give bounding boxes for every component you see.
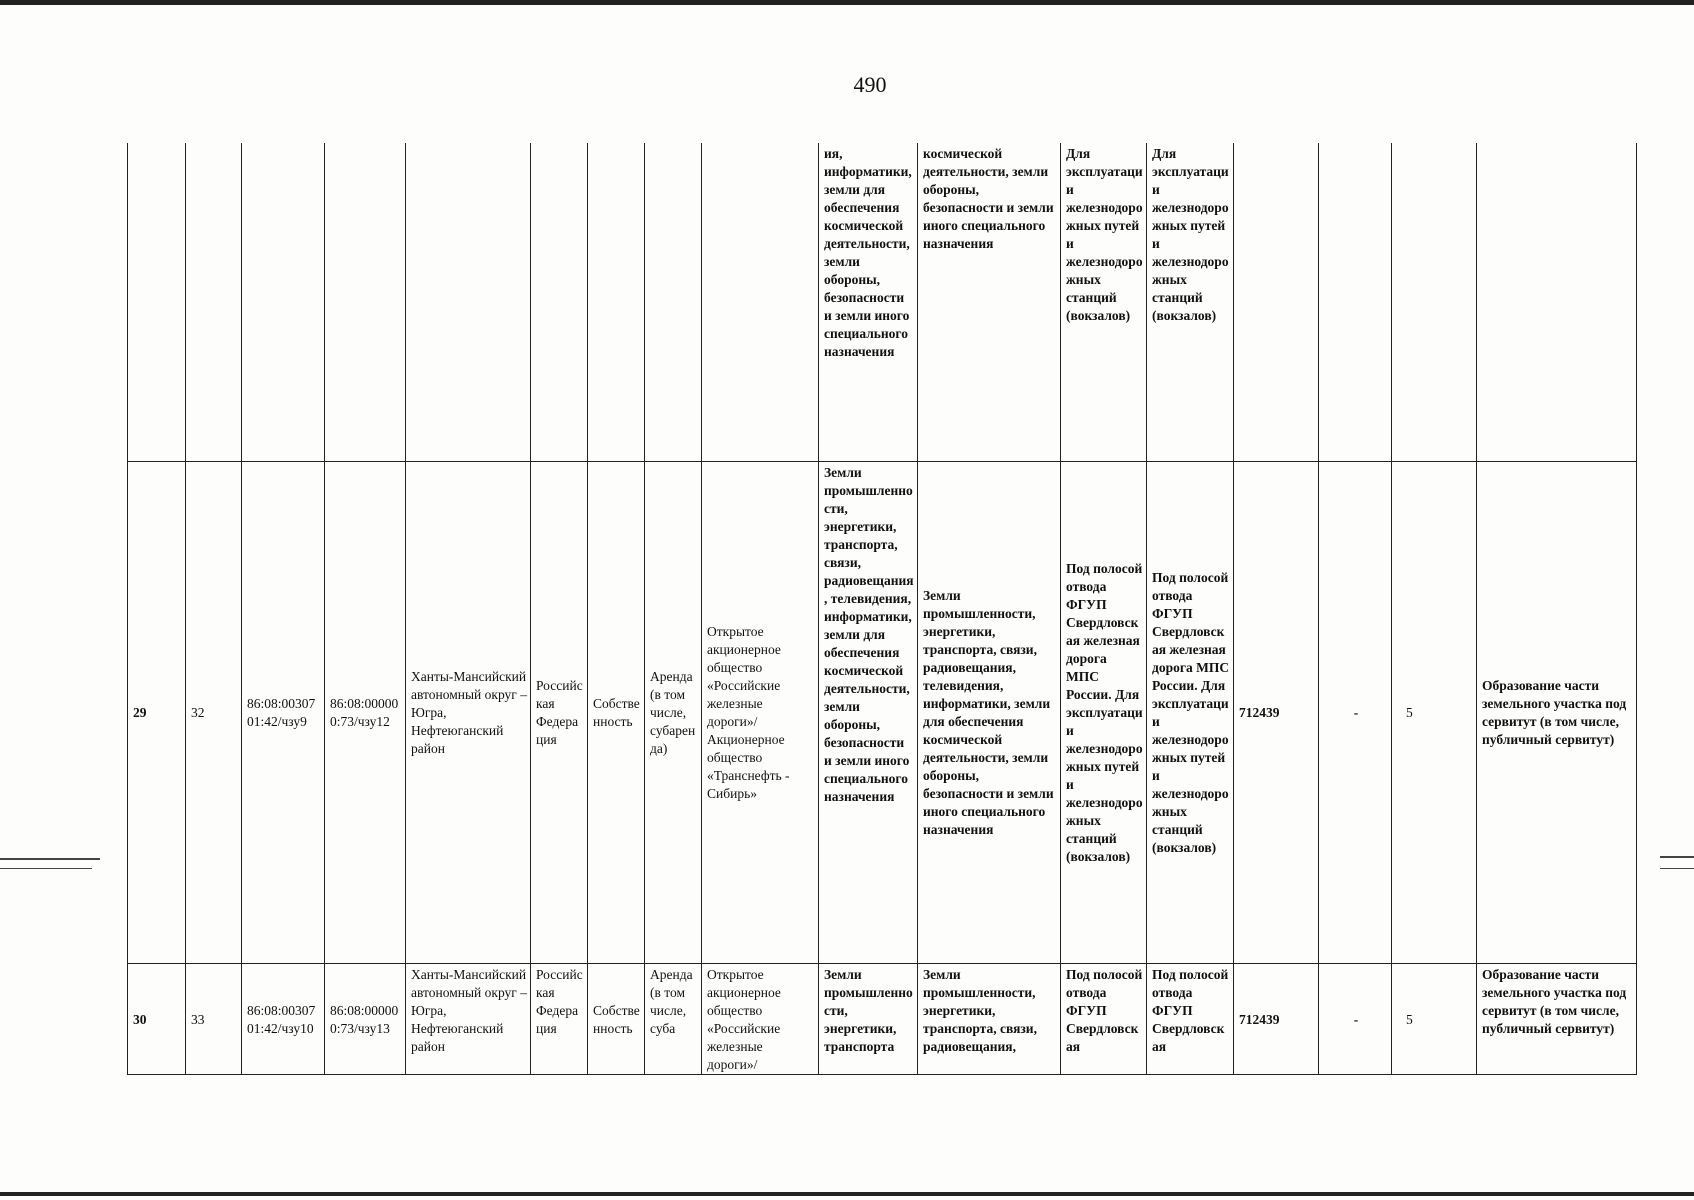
cell-dash: - <box>1319 461 1392 963</box>
cell-empty <box>1392 143 1477 461</box>
cell-land-category-cont: космической деятельности, земли обороны, безопасности и земли иного специального назначения <box>918 143 1061 461</box>
cell-empty <box>588 143 645 461</box>
cell-empty <box>1477 143 1637 461</box>
cell-owner: Российская Федерация <box>531 461 588 963</box>
cell-permitted-use: Под полосой отвода ФГУП Свердловская железная дорога МПС России. Для эксплуатации железнодорожных путей и железнодорожных станций (вокзалов) <box>1147 461 1234 963</box>
cell-permitted-use-cont: Для эксплуатации железнодорожных путей и железнодорожных станций (вокзалов) <box>1061 143 1147 461</box>
cell-empty <box>186 143 242 461</box>
cell-row-number: 30 <box>128 963 186 1074</box>
cell-purpose: Образование части земельного участка под сервитут (в том числе, публичный сервитут) <box>1477 461 1637 963</box>
cell-row-number: 29 <box>128 461 186 963</box>
cell-location: Ханты-Мансийский автономный округ – Югра, Нефтеюганский район <box>406 461 531 963</box>
cell-permitted-use: Под полосой отвода ФГУП Свердловская <box>1061 963 1147 1074</box>
cell-empty <box>645 143 702 461</box>
cell-empty <box>128 143 186 461</box>
cell-holder: Открытое акционерное общество «Российские железные дороги»/ <box>702 963 819 1074</box>
scan-margin-line-left <box>0 868 92 869</box>
bottom-scan-border <box>0 1192 1694 1196</box>
table-row <box>128 963 1637 1074</box>
cell-empty <box>1319 143 1392 461</box>
cell-owner: Российская Федерация <box>531 963 588 1074</box>
cell-part-cadastral-number: 86:08:0030701:42/чзу10 <box>242 963 325 1074</box>
cell-holder: Открытое акционерное общество «Российские железные дороги»/ Акционерное общество «Транснефть - Сибирь» <box>702 461 819 963</box>
cell-empty <box>325 143 406 461</box>
cell-encumbrance-type: Аренда (в том числе, суба <box>645 963 702 1074</box>
cell-count: 5 <box>1392 461 1477 963</box>
cell-empty <box>1234 143 1319 461</box>
cell-right-type: Собственность <box>588 461 645 963</box>
cell-location: Ханты-Мансийский автономный округ – Югра, Нефтеюганский район <box>406 963 531 1074</box>
scan-margin-line-left <box>0 858 100 860</box>
cell-empty <box>242 143 325 461</box>
cell-right-type: Собственность <box>588 963 645 1074</box>
cell-item-number: 32 <box>186 461 242 963</box>
cell-permitted-use: Под полосой отвода ФГУП Свердловская железная дорога МПС России. Для эксплуатации железнодорожных путей и железнодорожных станций (вокзалов) <box>1061 461 1147 963</box>
cell-land-category-cont: ия, информатики, земли для обеспечения космической деятельности, земли обороны, безопасности и земли иного специального назначения <box>819 143 918 461</box>
cell-encumbrance-type: Аренда (в том числе, субаренда) <box>645 461 702 963</box>
cell-area: 712439 <box>1234 963 1319 1074</box>
cell-dash: - <box>1319 963 1392 1074</box>
cell-land-category: Земли промышленности, энергетики, транспорта, связи, радиовещания, телевидения, информатики, земли для обеспечения космической деятельности, земли обороны, безопасности и земли иного специального назначения <box>819 461 918 963</box>
cell-item-number: 33 <box>186 963 242 1074</box>
cell-permitted-use-cont: Для эксплуатации железнодорожных путей и железнодорожных станций (вокзалов) <box>1147 143 1234 461</box>
cell-part-cadastral-number: 86:08:0030701:42/чзу9 <box>242 461 325 963</box>
cell-empty <box>702 143 819 461</box>
cell-area: 712439 <box>1234 461 1319 963</box>
cell-land-category: Земли промышленности, энергетики, транспорта, связи, радиовещания, <box>918 963 1061 1074</box>
cell-plot-cadastral-number: 86:08:000000:73/чзу13 <box>325 963 406 1074</box>
cell-empty <box>406 143 531 461</box>
cell-land-category: Земли промышленности, энергетики, транспорта, связи, радиовещания, телевидения, информатики, земли для обеспечения космической деятельности, земли обороны, безопасности и земли иного специального назначения <box>918 461 1061 963</box>
cell-land-category: Земли промышленности, энергетики, транспорта <box>819 963 918 1074</box>
cell-plot-cadastral-number: 86:08:000000:73/чзу12 <box>325 461 406 963</box>
scan-margin-line-right <box>1660 856 1694 858</box>
cell-permitted-use: Под полосой отвода ФГУП Свердловская <box>1147 963 1234 1074</box>
land-plot-table <box>127 143 1637 1075</box>
cell-count: 5 <box>1392 963 1477 1074</box>
scan-margin-line-right <box>1660 868 1694 869</box>
top-scan-border <box>0 0 1694 5</box>
table-row <box>128 461 1637 963</box>
cell-empty <box>531 143 588 461</box>
cell-purpose: Образование части земельного участка под сервитут (в том числе, публичный сервитут) <box>1477 963 1637 1074</box>
table-row-continuation <box>128 143 1637 461</box>
page-number: 490 <box>853 72 887 97</box>
